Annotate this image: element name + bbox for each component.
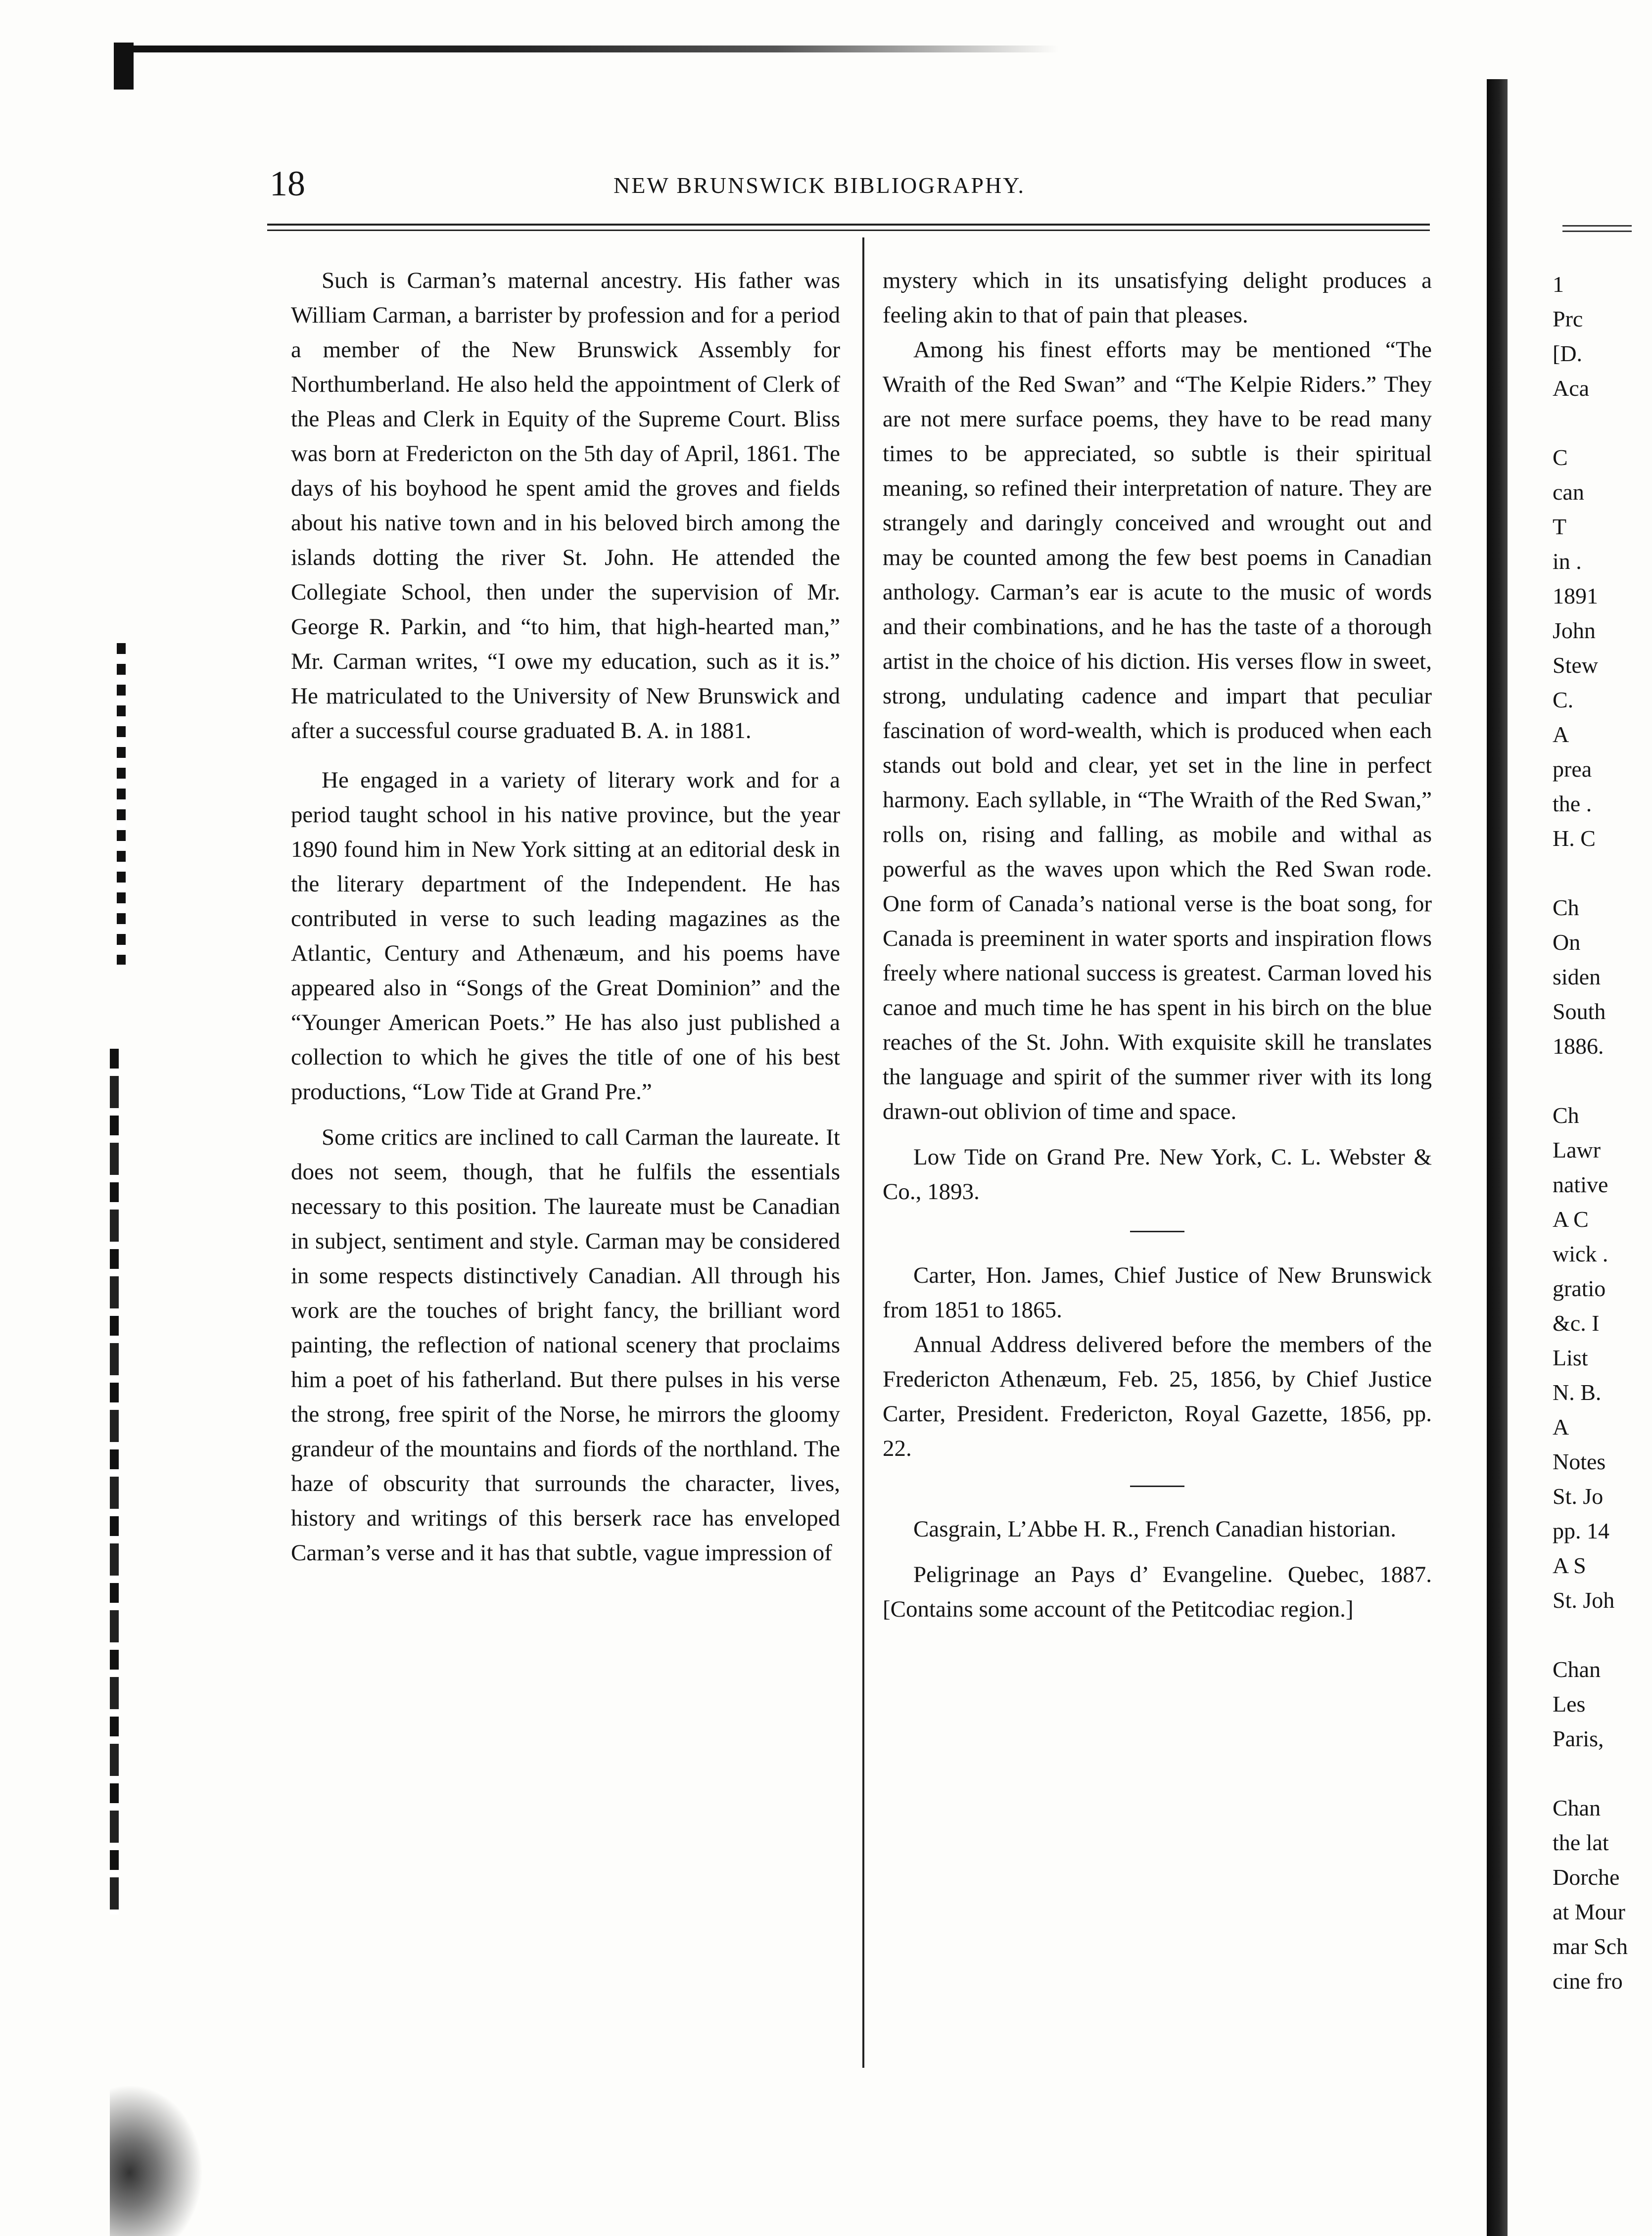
paragraph: Among his finest efforts may be mentioned “The Wraith of the Red Swan” and “The Kelpie Riders.” They are not mere surface poems, they have to be read many times to be appreciated, so subtle is their spiritual meaning, so refined their interpretation of nature. They are strangely and daringly conceived and wrought out and may be counted among the few best poems in Canadian anthology. Carman’s ear is acute to the music of words and their combinations, and he has the taste of a thorough artist in the choice of his diction. His verses flow in sweet, strong, undulating cadence and impart that peculiar fascination of word-wealth, which is produced when each stands out bold and clear, yet set in the line in perfect harmony. Each syllable, in “The Wraith of the Red Swan,” rolls on, rising and falling, as mobile and withal as powerful as the waves upon which the Red Swan rode. One form of Canada’s national verse is the boat song, for Canada is preeminent in water sports and inspiration flows freely where national success is greatest. Carman loved his canoe and much time he has spent in his birch on the blue reaches of the St. John. With exquisite skill he translates the language and spirit of the summer river with its long drawn-out oblivion of time and space. bbox=[883, 337, 1432, 1124]
fragment-line: St. Jo bbox=[1553, 1484, 1604, 1509]
fragment-line: the lat bbox=[1553, 1830, 1609, 1855]
fragment-line: A C bbox=[1553, 1207, 1589, 1232]
fragment-line: 1 bbox=[1553, 272, 1564, 297]
fragment-line: Ch bbox=[1553, 895, 1579, 920]
fragment-line: A bbox=[1553, 722, 1569, 747]
scan-artifact-corner bbox=[114, 43, 134, 90]
left-column bbox=[291, 263, 840, 1570]
fragment-line: John bbox=[1553, 618, 1596, 643]
bibliography-item: Peligrinage an Pays d’ Evangeline. Quebec, 1887. [Contains some account of the Petitcodiac region.] bbox=[883, 1562, 1432, 1622]
fragment-line: Prc bbox=[1553, 306, 1583, 331]
fragment-line: &c. I bbox=[1553, 1310, 1600, 1336]
header-rule bbox=[267, 224, 1430, 226]
fragment-line: South bbox=[1553, 999, 1606, 1024]
bibliography-item: Low Tide on Grand Pre. New York, C. L. Webster & Co., 1893. bbox=[883, 1144, 1432, 1205]
fragment-line bbox=[1553, 406, 1647, 440]
next-page-rule bbox=[1562, 225, 1632, 227]
fragment-line: cine fro bbox=[1553, 1968, 1623, 1994]
paragraph: He engaged in a variety of literary work and for a period taught school in his native province, but the year 1890 found him in New York sitting at an editorial desk in the literary department of the Independent. He has contributed in verse to such leading magazines as the Atlantic, Century and Athenæum, and his poems have appeared also in “Songs of the Great Dominion” and the “Younger American Poets.” He has also just published a collection to which he gives the title of one of his best productions, “Low Tide at Grand Pre.” bbox=[291, 767, 840, 1105]
scan-artifact-left-marks bbox=[117, 643, 126, 965]
fragment-line: St. Joh bbox=[1553, 1587, 1615, 1613]
fragment-line: the . bbox=[1553, 791, 1592, 816]
fragment-line: Chan bbox=[1553, 1657, 1601, 1682]
fragment-line: Ch bbox=[1553, 1103, 1579, 1128]
fragment-line: Les bbox=[1553, 1691, 1586, 1717]
fragment-line: A S bbox=[1553, 1553, 1586, 1578]
scan-artifact-top bbox=[119, 46, 1059, 52]
fragment-line bbox=[1553, 856, 1647, 890]
fragment-line bbox=[1553, 1064, 1647, 1098]
fragment-line: pp. 14 bbox=[1553, 1518, 1609, 1543]
fragment-line: [D. bbox=[1553, 341, 1583, 366]
fragment-line: native bbox=[1553, 1172, 1608, 1197]
fragment-line: Chan bbox=[1553, 1795, 1601, 1820]
fragment-line: in . bbox=[1553, 549, 1582, 574]
fragment-line: Stew bbox=[1553, 652, 1598, 678]
fragment-line: A bbox=[1553, 1414, 1569, 1440]
scan-artifact-bottom-left bbox=[110, 2078, 209, 2236]
fragment-line: at Mour bbox=[1553, 1899, 1625, 1924]
fragment-line: mar Sch bbox=[1553, 1934, 1628, 1959]
fragment-line bbox=[1553, 1756, 1647, 1791]
fragment-line: N. B. bbox=[1553, 1380, 1602, 1405]
fragment-line: gratio bbox=[1553, 1276, 1606, 1301]
fragment-line bbox=[1553, 1618, 1647, 1652]
right-column bbox=[883, 263, 1432, 1627]
next-page-rule-double bbox=[1562, 231, 1632, 232]
bibliography-item: Annual Address delivered before the members of the Fredericton Athenæum, Feb. 25, 1856, by Chief Justice Carter, President. Fredericton, Royal Gazette, 1856, pp. 22. bbox=[883, 1332, 1432, 1461]
fragment-line: C bbox=[1553, 445, 1568, 470]
running-head-title: NEW BRUNSWICK BIBLIOGRAPHY. bbox=[614, 173, 1025, 198]
fragment-line: 1891 bbox=[1553, 583, 1598, 608]
fragment-line: C. bbox=[1553, 687, 1574, 712]
header-rule-double bbox=[267, 230, 1430, 231]
paragraph: mystery which in its unsatisfying delight produces a feeling akin to that of pain that pleases. bbox=[883, 268, 1432, 328]
paragraph: Such is Carman’s maternal ancestry. His father was William Carman, a barrister by profession and for a period a member of the New Brunswick Assembly for Northumberland. He also held the appointment of Clerk of the Pleas and Clerk in Equity of the Supreme Court. Bliss was born at Fredericton on the 5th day of April, 1861. The days of his boyhood he spent amid the groves and fields about his native town and in his beloved birch among the islands dotting the river St. John. He attended the Collegiate School, then under the supervision of Mr. George R. Parkin, and “to him, that high-hearted man,” Mr. Carman writes, “I owe my education, such as it is.” He matriculated to the University of New Brunswick and after a successful course graduated B. A. in 1881. bbox=[291, 268, 840, 744]
fragment-line: siden bbox=[1553, 964, 1601, 989]
fragment-line: wick . bbox=[1553, 1241, 1608, 1266]
fragment-line: Aca bbox=[1553, 375, 1590, 401]
entry-separator bbox=[1130, 1486, 1184, 1487]
fragment-line: List bbox=[1553, 1345, 1588, 1370]
fragment-line: prea bbox=[1553, 756, 1592, 782]
fragment-line: T bbox=[1553, 514, 1567, 539]
next-page-fragment bbox=[1553, 267, 1647, 1999]
fragment-line: On bbox=[1553, 930, 1581, 955]
page-number: 18 bbox=[270, 164, 305, 203]
fragment-line: can bbox=[1553, 479, 1584, 505]
scan-artifact-binding bbox=[1487, 79, 1508, 2236]
scan-artifact-left-strip bbox=[110, 1049, 119, 1914]
fragment-line: 1886. bbox=[1553, 1033, 1604, 1059]
column-divider bbox=[862, 237, 864, 2068]
entry-separator bbox=[1130, 1231, 1184, 1232]
fragment-line: Dorche bbox=[1553, 1864, 1620, 1890]
paragraph: Some critics are inclined to call Carman the laureate. It does not seem, though, that he fulfils the essentials necessary to this position. The laureate must be Canadian in subject, sentiment and style. Carman may be considered in some respects distinctively Canadian. All through his work are the touches of bright fancy, the brilliant word painting, the reflection of national scenery that proclaims him a poet of his fatherland. But there pulses in his verse the strong, free spirit of the Norse, he mirrors the gloomy grandeur of the mountains and fiords of the northland. The haze of obscurity that surrounds the character, lives, history and writings of this berserk race has enveloped Carman’s verse and it has that subtle, vague impression of bbox=[291, 1124, 840, 1566]
fragment-line: H. C bbox=[1553, 826, 1596, 851]
entry-heading: Carter, Hon. James, Chief Justice of New Brunswick from 1851 to 1865. bbox=[883, 1262, 1432, 1323]
fragment-line: Notes bbox=[1553, 1449, 1606, 1474]
entry-heading: Casgrain, L’Abbe H. R., French Canadian historian. bbox=[913, 1516, 1396, 1542]
fragment-line: Paris, bbox=[1553, 1726, 1604, 1751]
fragment-line: Lawr bbox=[1553, 1137, 1601, 1163]
